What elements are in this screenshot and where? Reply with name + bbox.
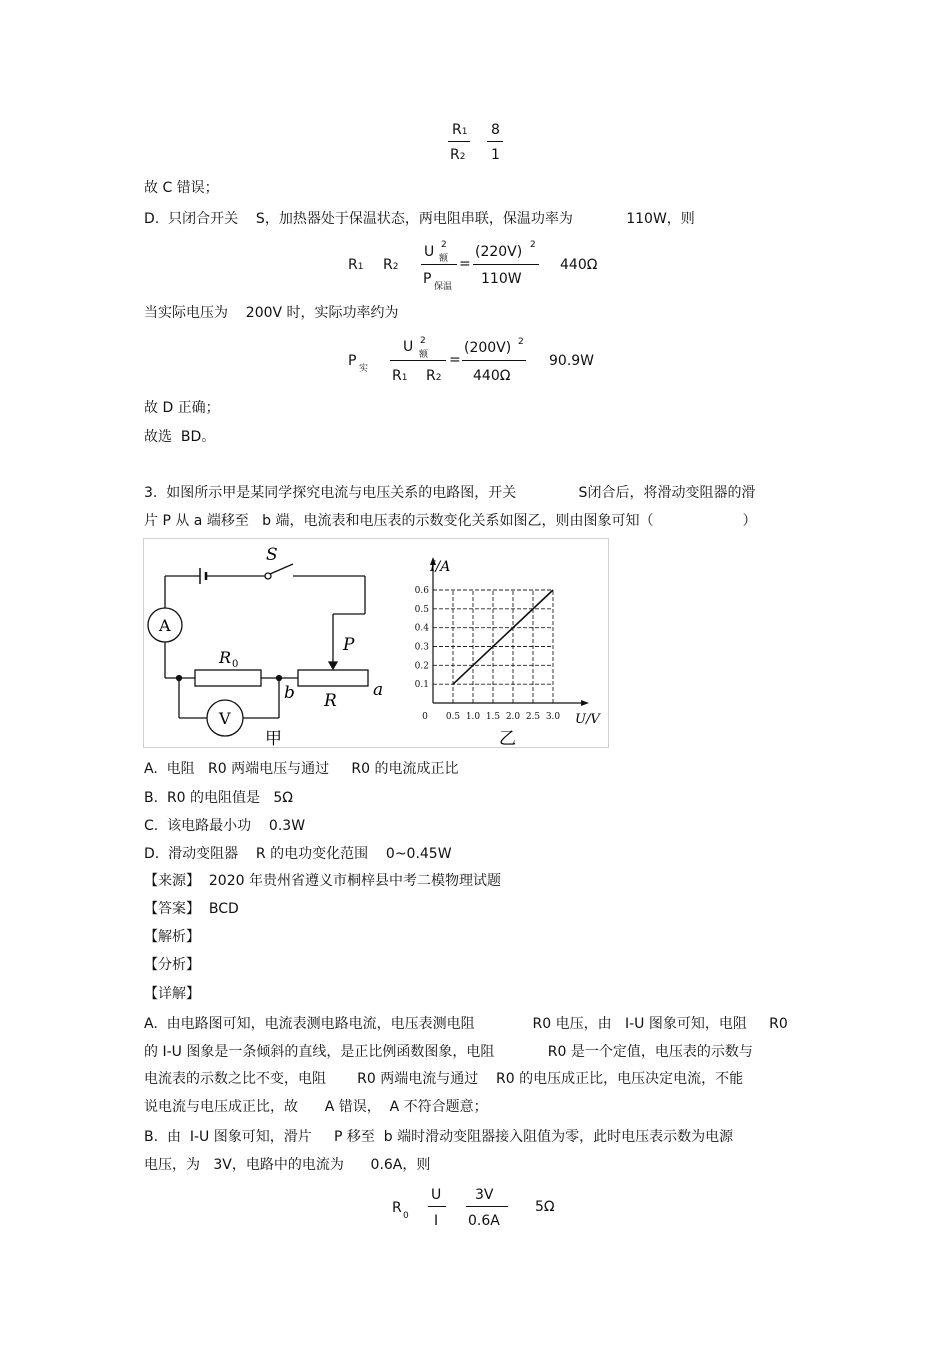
slider-arrow — [329, 662, 337, 669]
conclusion-c: 故 C 错误； — [144, 180, 219, 196]
eq2-den-r2: R — [426, 368, 436, 384]
rheostat-label: R — [324, 691, 337, 711]
y-tick-label-0.1: 0.1 — [414, 680, 429, 691]
option-c: C. 该电路最小功 0.3W — [144, 818, 306, 834]
eq3-r: R — [392, 1200, 402, 1216]
eq2-num-sup: 2 — [420, 336, 426, 346]
ratio-fraction-bar — [448, 141, 470, 142]
series-line-0 — [453, 590, 553, 684]
r0-label: R — [219, 648, 232, 667]
x-tick-label-0: 0 — [422, 712, 428, 722]
final-choice: 故选 BD。 — [144, 429, 216, 445]
explanation-a-line-1: A. 由电路图可知，电流表测电路电流，电压表测电阻 R0 电压，由 I-U 图象可知，电阻 R0 — [144, 1016, 788, 1032]
rheostat-resistor — [298, 670, 368, 686]
eq3-den-i: I — [434, 1213, 439, 1229]
slider-label: P — [343, 635, 355, 655]
y-axis-label: I/A — [430, 559, 451, 575]
eq3-fraction-bar — [428, 1206, 446, 1207]
end-a-label: a — [373, 680, 384, 700]
y-tick-label-0.5: 0.5 — [414, 604, 429, 615]
x-tick-label-3.0: 3.0 — [545, 712, 561, 722]
explanation-a-line-4: 说电流与电压成正比，故 A 错误， A 不符合题意； — [144, 1099, 488, 1115]
eq2-num-sub: 额 — [419, 350, 429, 360]
eq1-fraction-bar-2 — [473, 264, 539, 265]
eq1-num2-sup: 2 — [530, 240, 536, 250]
x-tick-label-2.5: 2.5 — [525, 712, 541, 722]
eq2-p-sub: 实 — [359, 364, 369, 374]
option-a: A. 电阻 R0 两端电压与通过 R0 的电流成正比 — [144, 761, 459, 777]
eq2-den-r1: R — [392, 368, 402, 384]
question-3-line-1: 3. 如图所示甲是某同学探究电流与电压关系的电路图，开关 S闭合后，将滑动变阻器的滑 — [144, 485, 756, 501]
ratio-value-num: 8 — [491, 122, 500, 138]
explanation-b-line-2: 电压，为 3V，电路中的电流为 0.6A，则 — [144, 1157, 431, 1173]
y-tick-label-0.3: 0.3 — [414, 642, 429, 653]
eq1-num2: (220V) — [475, 244, 523, 260]
x-tick-label-0.5: 0.5 — [445, 712, 461, 722]
y-tick-label-0.6: 0.6 — [414, 586, 429, 596]
eq2-num2: (200V) — [464, 340, 512, 356]
x-tick-label-2.0: 2.0 — [505, 712, 521, 722]
eq2-p: P — [348, 353, 357, 369]
eq1-num-sup: 2 — [441, 240, 447, 250]
switch-blade — [270, 564, 293, 574]
eq2-result: 90.9W — [549, 353, 595, 369]
eq3-den2: 0.6A — [468, 1213, 500, 1229]
x-tick-label-1.5: 1.5 — [485, 712, 501, 722]
eq1-result: 440Ω — [560, 257, 598, 273]
ratio-num-r: R — [452, 122, 462, 138]
eq1-r1-sub: 1 — [357, 262, 364, 272]
option-d: D. 滑动变阻器 R 的电功变化范围 0~0.45W — [144, 846, 452, 862]
eq3-fraction-bar-2 — [466, 1206, 508, 1207]
eq1-r1: R — [348, 257, 358, 273]
eq1-r2: R — [383, 257, 393, 273]
eq1-den-sub: 保温 — [434, 282, 453, 292]
eq2-fraction-bar — [390, 360, 446, 361]
fenxi-heading: 【分析】 — [144, 957, 200, 973]
x-tick-label-1.0: 1.0 — [465, 712, 481, 722]
chart-tick-labels — [415, 586, 561, 722]
eq2-den2: 440Ω — [473, 368, 511, 384]
ratio-den-r: R — [450, 147, 460, 163]
y-tick-label-0.4: 0.4 — [414, 623, 429, 634]
actual-voltage-line: 当实际电压为 200V 时，实际功率约为 — [144, 305, 399, 321]
iu-graph — [415, 557, 602, 748]
figure-circuit-and-graph — [143, 538, 609, 748]
x-axis-label: U/V — [575, 712, 600, 727]
option-d-explanation: D. 只闭合开关 S，加热器处于保温状态，两电阻串联，保温功率为 110W，则 — [144, 211, 695, 227]
ratio-value-den: 1 — [491, 147, 500, 163]
switch-label: S — [266, 545, 278, 565]
graph-caption: 乙 — [499, 729, 516, 748]
eq1-r2-sub: 2 — [392, 262, 399, 272]
chart-series — [453, 590, 553, 684]
eq1-equals: = — [459, 256, 471, 272]
explanation-a-line-3: 电流表的示数之比不变，电阻 R0 两端电流与通过 R0 的电压成正比，电压决定电流，不能 — [144, 1071, 744, 1087]
conclusion-d: 故 D 正确； — [144, 400, 220, 416]
ammeter-label: A — [159, 616, 171, 635]
eq1-num-sub: 额 — [439, 254, 449, 264]
eq1-fraction-bar — [421, 264, 457, 265]
option-b: B. R0 的电阻值是 5Ω — [144, 790, 293, 806]
explanation-b-line-1: B. 由 I-U 图象可知，滑片 P 移至 b 端时滑动变阻器接入阻值为零，此时电压表示数为电源 — [144, 1129, 734, 1145]
eq1-num-u: U — [424, 244, 435, 260]
x-axis-arrow — [581, 700, 589, 706]
eq2-num-u: U — [403, 339, 414, 355]
question-3-line-2: 片 P 从 a 端移至 b 端，电流表和电压表的示数变化关系如图乙，则由图象可知（ ） — [144, 513, 757, 529]
eq1-den2: 110W — [481, 271, 522, 287]
ratio-value-bar — [487, 141, 503, 142]
end-b-label: b — [284, 683, 295, 703]
eq2-den-r1-sub: 1 — [401, 373, 408, 383]
ratio-num-sub: 1 — [461, 127, 468, 137]
source-line: 【来源】 2020 年贵州省遵义市桐梓县中考二模物理试题 — [144, 873, 501, 889]
explanation-a-line-2: 的 I-U 图象是一条倾斜的直线，是正比例函数图象，电阻 R0 是一个定值，电压表的示数与 — [144, 1044, 753, 1060]
r0-label-sub: 0 — [232, 659, 239, 670]
answer-line: 【答案】 BCD — [144, 901, 239, 917]
eq2-equals: = — [449, 352, 461, 368]
eq2-den-r2-sub: 2 — [435, 373, 442, 383]
y-tick-label-0.2: 0.2 — [414, 661, 429, 672]
ratio-den-sub: 2 — [459, 152, 466, 162]
analysis-heading: 【解析】 — [144, 929, 200, 945]
eq3-num2: 3V — [475, 1187, 494, 1203]
circuit-caption: 甲 — [265, 729, 282, 748]
eq3-num-u: U — [431, 1187, 442, 1203]
eq1-den-p: P — [423, 271, 432, 287]
eq2-num2-sup: 2 — [518, 337, 524, 347]
eq3-result: 5Ω — [535, 1199, 555, 1215]
r0-resistor — [195, 670, 261, 686]
eq3-r-sub: 0 — [403, 1211, 409, 1221]
eq2-fraction-bar-2 — [462, 360, 526, 361]
detail-heading: 【详解】 — [144, 986, 200, 1002]
voltmeter-label: V — [219, 709, 231, 728]
